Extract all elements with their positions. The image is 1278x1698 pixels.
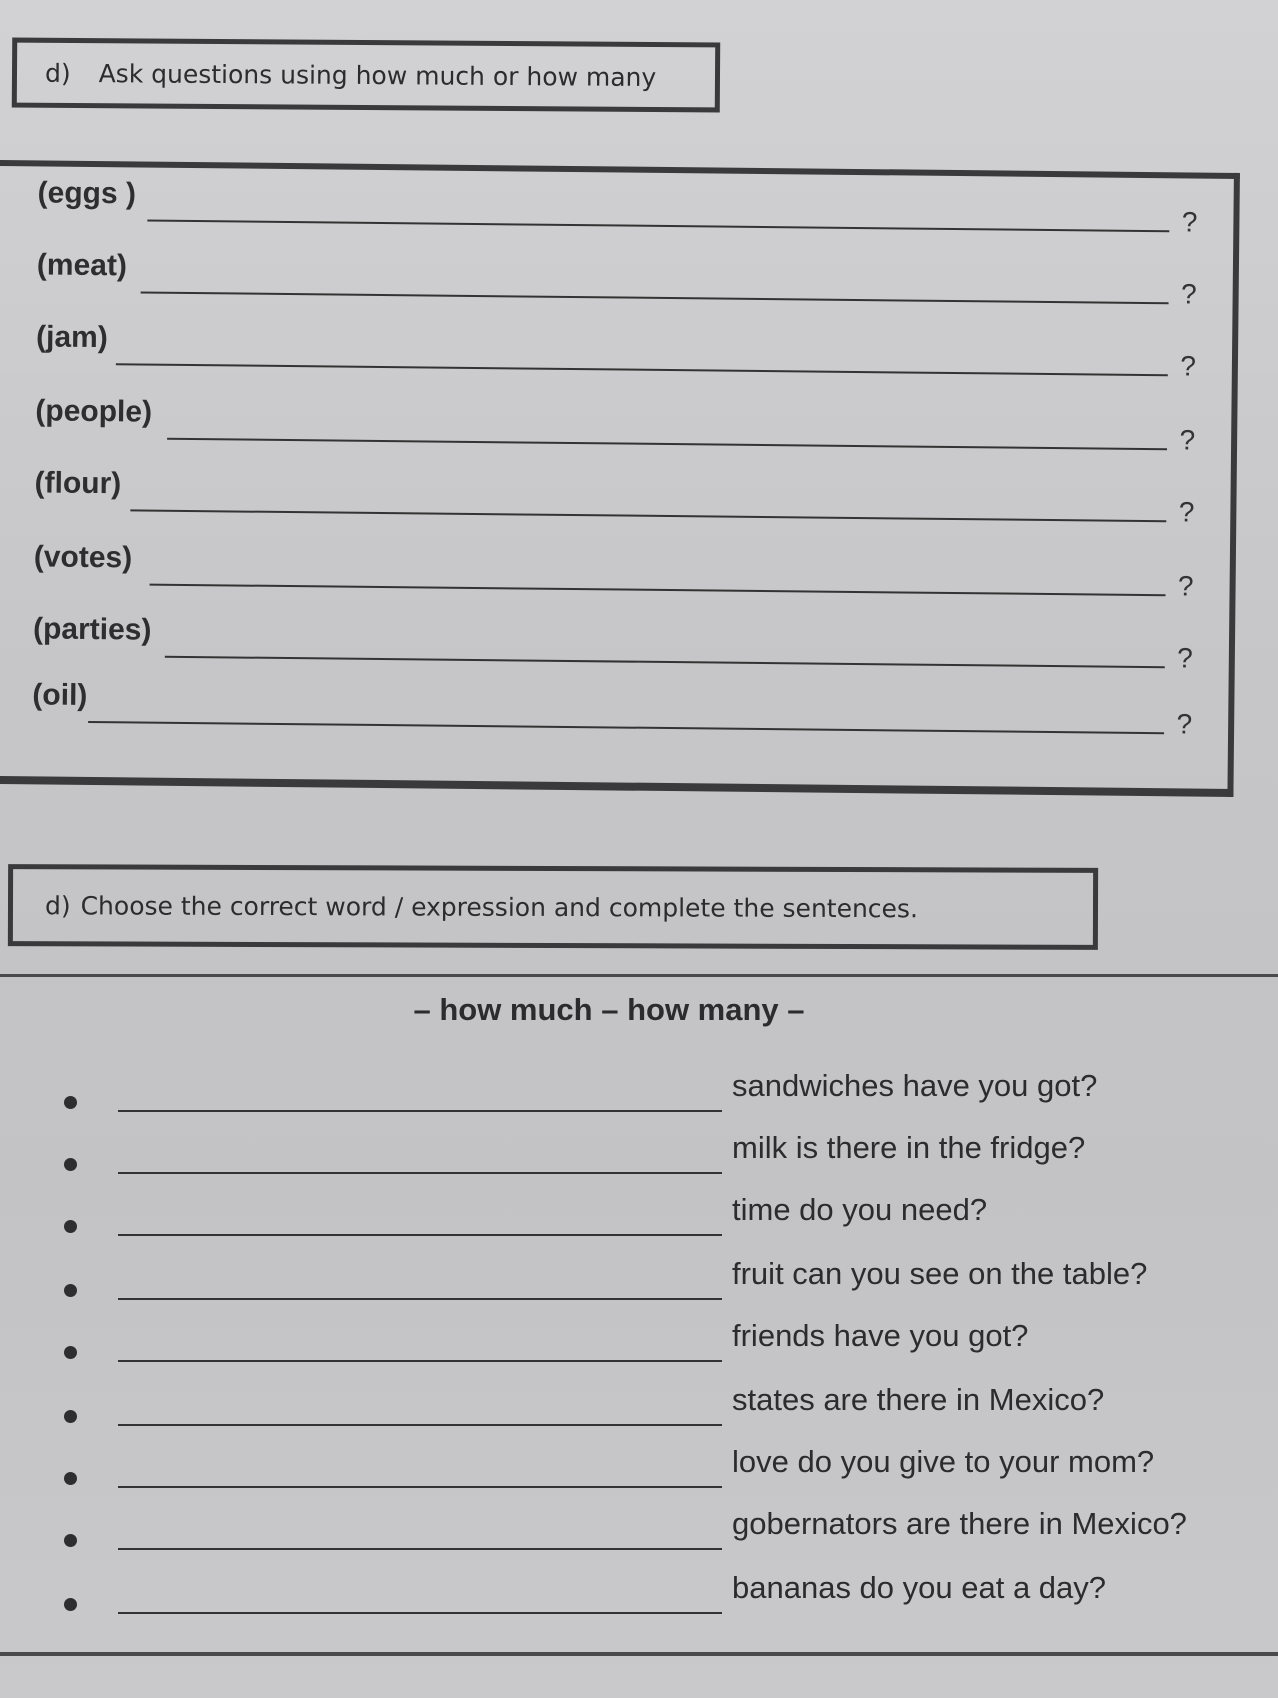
- question-mark: ?: [1177, 642, 1194, 674]
- section2-instruction: Choose the correct word / expression and complete the sentences.: [80, 890, 919, 923]
- section1-instruction: Ask questions using how much or how many: [98, 58, 657, 92]
- bullet-icon: [64, 1410, 77, 1423]
- sentence-text: milk is there in the fridge?: [732, 1130, 1086, 1165]
- question-mark: ?: [1180, 350, 1197, 382]
- bullet-icon: [64, 1598, 77, 1611]
- sentence-row: [0, 1382, 1278, 1442]
- divider-top: [0, 974, 1278, 977]
- sentence-row: [0, 1570, 1278, 1630]
- sentence-text: love do you give to your mom?: [732, 1444, 1155, 1479]
- answer-line[interactable]: [88, 721, 1164, 734]
- question-label: (eggs ): [37, 176, 137, 211]
- question-row: [36, 322, 1196, 384]
- sentence-row: [0, 1256, 1278, 1316]
- section2-instruction-box: [8, 864, 1098, 950]
- sentence-text: fruit can you see on the table?: [732, 1256, 1148, 1291]
- question-mark: ?: [1180, 278, 1197, 310]
- question-mark: ?: [1177, 570, 1194, 602]
- answer-blank[interactable]: [118, 1424, 722, 1426]
- section1-letter: d): [44, 58, 71, 88]
- question-row: [37, 250, 1197, 312]
- question-row: [33, 614, 1193, 676]
- answer-line[interactable]: [141, 291, 1169, 304]
- bullet-icon: [64, 1284, 77, 1297]
- sentence-text: sandwiches have you got?: [732, 1068, 1098, 1103]
- answer-blank[interactable]: [118, 1110, 722, 1112]
- sentence-text: gobernators are there in Mexico?: [732, 1506, 1187, 1541]
- answer-line[interactable]: [147, 220, 1169, 233]
- question-label: (meat): [36, 248, 128, 283]
- question-row: [35, 396, 1195, 458]
- question-label: (parties): [32, 612, 152, 647]
- sentence-text: states are there in Mexico?: [732, 1382, 1105, 1417]
- question-label: (votes): [33, 540, 133, 575]
- answer-line[interactable]: [130, 509, 1166, 522]
- answer-blank[interactable]: [118, 1486, 722, 1488]
- question-label: (flour): [34, 466, 122, 501]
- question-row: [32, 680, 1192, 742]
- sentence-row: [0, 1068, 1278, 1128]
- question-label: (jam): [35, 320, 109, 355]
- question-row: [33, 542, 1193, 604]
- sentence-row: [0, 1444, 1278, 1504]
- sentence-text: bananas do you eat a day?: [732, 1570, 1107, 1605]
- question-mark: ?: [1176, 708, 1193, 740]
- question-mark: ?: [1181, 206, 1198, 238]
- sentence-row: [0, 1130, 1278, 1190]
- sentence-row: [0, 1506, 1278, 1566]
- question-mark: ?: [1179, 424, 1196, 456]
- bullet-icon: [64, 1346, 77, 1359]
- answer-line[interactable]: [116, 363, 1168, 376]
- section2-letter: d): [44, 890, 71, 920]
- sentence-row: [0, 1192, 1278, 1252]
- answer-blank[interactable]: [118, 1612, 722, 1614]
- divider-bottom: [0, 1652, 1278, 1656]
- questions-box: [0, 160, 1240, 797]
- answer-line[interactable]: [167, 438, 1167, 450]
- sentence-text: time do you need?: [732, 1192, 988, 1227]
- bullet-icon: [64, 1472, 77, 1485]
- bullet-icon: [64, 1220, 77, 1233]
- bullet-icon: [64, 1158, 77, 1171]
- sentence-row: [0, 1318, 1278, 1378]
- answer-blank[interactable]: [118, 1172, 722, 1174]
- section1-instruction-box: [12, 38, 720, 113]
- sentence-text: friends have you got?: [732, 1318, 1029, 1353]
- question-label: (people): [35, 394, 153, 429]
- answer-blank[interactable]: [118, 1360, 722, 1362]
- question-mark: ?: [1178, 496, 1195, 528]
- question-label: (oil): [32, 678, 88, 712]
- question-row: [37, 178, 1197, 240]
- answer-blank[interactable]: [118, 1234, 722, 1236]
- answer-blank[interactable]: [118, 1298, 722, 1300]
- question-row: [34, 468, 1194, 530]
- word-options: – how much – how many –: [413, 992, 805, 1027]
- answer-line[interactable]: [150, 584, 1166, 597]
- bullet-icon: [64, 1096, 77, 1109]
- bullet-icon: [64, 1534, 77, 1547]
- answer-blank[interactable]: [118, 1548, 722, 1550]
- answer-line[interactable]: [165, 656, 1165, 668]
